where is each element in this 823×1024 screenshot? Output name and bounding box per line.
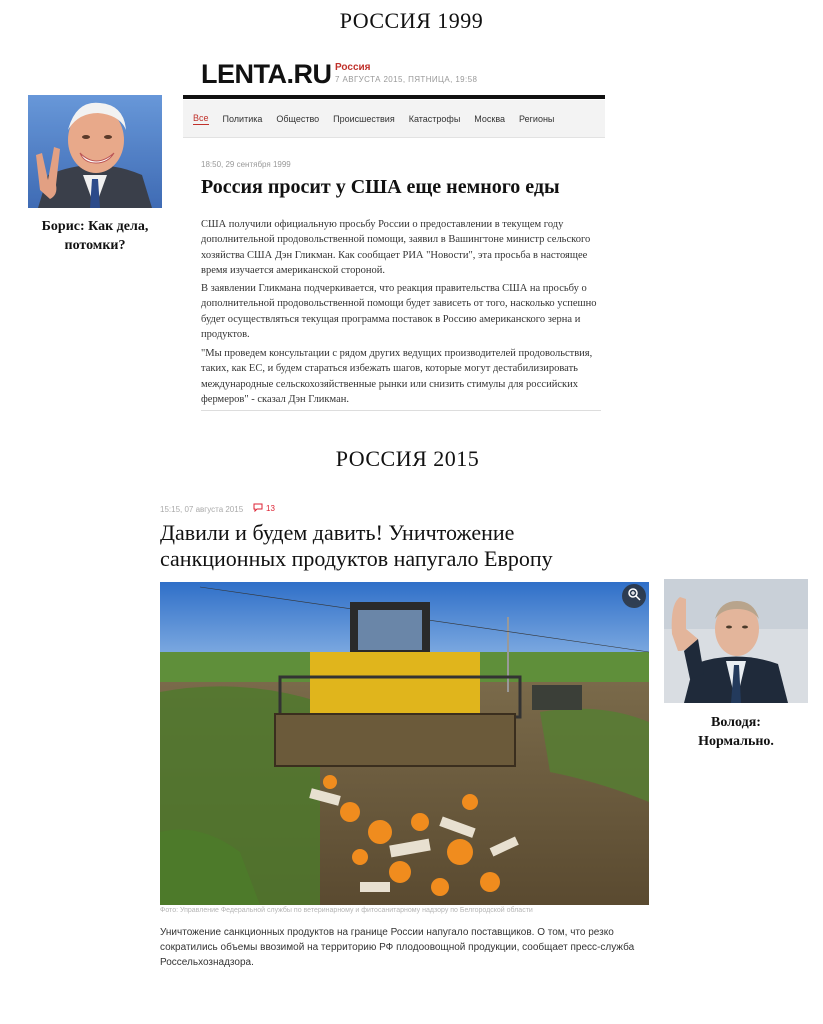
- rubric-label[interactable]: Россия: [335, 62, 371, 73]
- putin-photo: [664, 579, 808, 703]
- lenta-header: [183, 55, 605, 99]
- article-title: Россия просит у США еще немного еды: [201, 176, 560, 198]
- section-menu: [183, 100, 605, 138]
- lenta-logo[interactable]: LENTA.RU: [201, 59, 332, 89]
- putin-caption: [664, 713, 808, 751]
- comments-count: 13: [266, 504, 275, 513]
- comment-icon: [253, 503, 263, 514]
- putin-caption-line1: Володя:: [711, 715, 761, 730]
- news-headline-line2: санкционных продуктов напугало Европу: [160, 546, 553, 571]
- article-paragraph-1: США получили официальную просьбу России о предоставлении в текущем году дополнительной продовольственной помощи, заявил в Вашингтоне министр сельского хозяйства США Дэн Гликман. Как сообщает РИА "Новости", эта просьба в настоящее время изучается американской стороной.: [201, 219, 591, 276]
- bulldozer-photo: [160, 582, 649, 905]
- boris-photo: [28, 95, 162, 208]
- menu-item-politics[interactable]: Политика: [222, 113, 263, 124]
- zoom-icon: [627, 587, 641, 606]
- menu-item-society[interactable]: Общество: [276, 113, 320, 124]
- boris-caption-line2: потомки?: [64, 238, 126, 253]
- article-paragraph-2: В заявлении Гликмана подчеркивается, что реакция правительства США на просьбу о дополнительной продовольственной помощи будет зависеть от того, насколько успешно будет осуществляться текущая программа поставок в Россию американского зерна и продуктов.: [201, 283, 597, 340]
- menu-item-incidents[interactable]: Происшествия: [333, 113, 395, 124]
- article-date: 18:50, 29 сентября 1999: [201, 160, 291, 169]
- news-headline-line1: Давили и будем давить! Уничтожение: [160, 520, 515, 545]
- putin-caption-line2: Нормально.: [698, 734, 774, 749]
- news-date: 15:15, 07 августа 2015: [160, 505, 244, 514]
- news-lead: Уничтожение санкционных продуктов на границе России напугало поставщиков. О том, что резко сократились объемы ввозимой на территорию РФ плодоовощной продукции, сообщает пресс-служба Россельхознадзора.: [160, 927, 635, 968]
- boris-caption: [20, 217, 170, 255]
- menu-item-regions[interactable]: Регионы: [519, 113, 555, 124]
- menu-item-moscow[interactable]: Москва: [474, 113, 506, 124]
- comments-link[interactable]: [253, 503, 275, 514]
- section-title-2015: РОССИЯ 2015: [335, 446, 480, 471]
- menu-item-disasters[interactable]: Катастрофы: [408, 113, 461, 124]
- boris-caption-line1: Борис: Как дела,: [41, 219, 149, 234]
- article-paragraph-3: "Мы проведем консультации с рядом других ведущих производителей продовольствия, таких, как ЕС, и будем стараться избежать шагов, которые могут дестабилизировать международные сельскохозяйственные рынки или снизить стимулы для российских фермеров" - сказал Дэн Гликман.: [201, 348, 593, 405]
- news-headline: [160, 520, 640, 572]
- article-divider: [201, 410, 601, 411]
- header-divider: [183, 95, 605, 99]
- header-date: 7 АВГУСТА 2015, ПЯТНИЦА, 19:58: [335, 75, 478, 84]
- zoom-button[interactable]: [622, 584, 646, 608]
- menu-item-all[interactable]: Все: [193, 112, 209, 123]
- photo-credit: Фото: Управление Федеральной службы по ветеринарному и фитосанитарному надзору по Белгородской области: [160, 907, 533, 914]
- section-title-1999: РОССИЯ 1999: [339, 8, 484, 33]
